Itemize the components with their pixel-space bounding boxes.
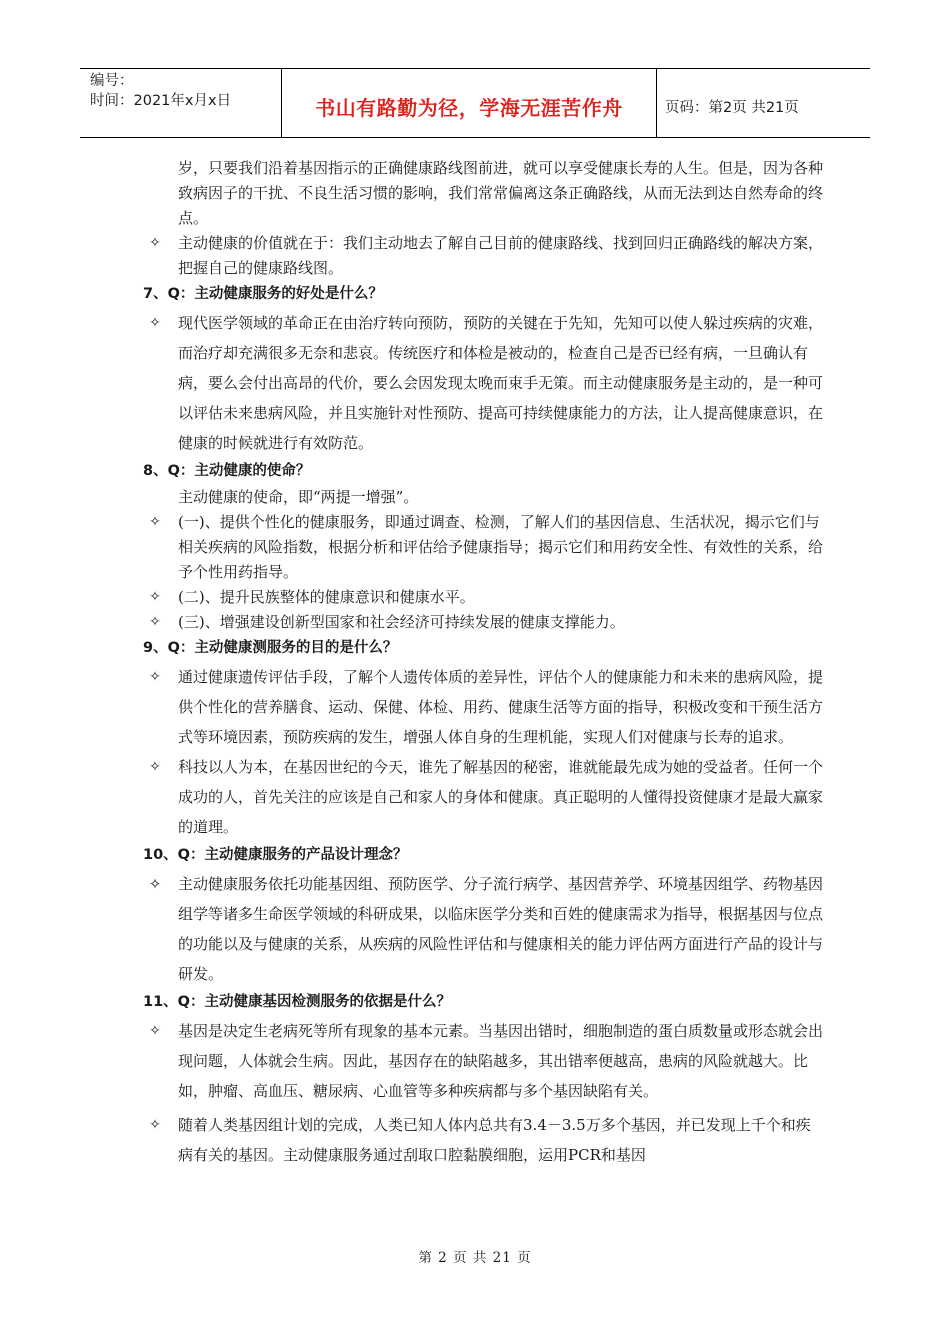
paragraph-text: (二)、提升民族整体的健康意识和健康水平。 bbox=[178, 588, 475, 606]
bullet-paragraph bbox=[143, 869, 823, 989]
bullet-paragraph bbox=[143, 752, 823, 842]
document-body bbox=[143, 156, 823, 1170]
bullet-icon: ✧ bbox=[149, 614, 161, 630]
bullet-icon: ✧ bbox=[149, 669, 161, 685]
bullet-paragraph bbox=[143, 610, 823, 635]
question-9-heading: 9、Q：主动健康测服务的目的是什么？ bbox=[143, 640, 398, 656]
paragraph-text: 现代医学领域的革命正在由治疗转向预防，预防的关键在于先知，先知可以使人躲过疾病的灾难，而治疗却充满很多无奈和悲哀。传统医疗和体检是被动的，检查自己是否已经有病，一旦确认有病，要么会付出高昂的代价，要么会因发现太晚而束手无策。而主动健康服务是主动的，是一种可以评估未来患病风险，并且实施针对性预防、提高可持续健康能力的方法，让人提高健康意识，在健康的时候就进行有效防范。 bbox=[178, 314, 824, 452]
bullet-paragraph bbox=[143, 308, 823, 458]
bullet-paragraph bbox=[143, 662, 823, 752]
bullet-icon: ✧ bbox=[149, 1117, 161, 1133]
paragraph-text: 主动健康的价值就在于：我们主动地去了解自己目前的健康路线、找到回归正确路线的解决方案，把握自己的健康路线图。 bbox=[178, 234, 824, 277]
bullet-icon: ✧ bbox=[149, 759, 161, 775]
bullet-paragraph bbox=[143, 1110, 823, 1170]
paragraph-text: 通过健康遗传评估手段，了解个人遗传体质的差异性，评估个人的健康能力和未来的患病风险，提供个性化的营养膳食、运动、保健、体检、用药、健康生活等方面的指导，积极改变和干预生活方式等环境因素，预防疾病的发生，增强人体自身的生理机能，实现人们对健康与长寿的追求。 bbox=[178, 668, 824, 746]
bullet-icon: ✧ bbox=[149, 1023, 161, 1039]
page-footer: 第 2 页 共 21 页 bbox=[418, 1250, 532, 1266]
bullet-icon: ✧ bbox=[148, 875, 162, 893]
paragraph-intro-1: 岁，只要我们沿着基因指示的正确健康路线图前进，就可以享受健康长寿的人生。但是，因为各种致病因子的干扰、不良生活习惯的影响，我们常常偏离这条正确路线，从而无法到达自然寿命的终点。 bbox=[178, 159, 824, 227]
paragraph-text: 主动健康服务依托功能基因组、预防医学、分子流行病学、基因营养学、环境基因组学、药物基因组学等诸多生命医学领域的科研成果，以临床医学分类和百姓的健康需求为指导，根据基因与位点的功能以及与健康的关系，从疾病的风险性评估和与健康相关的能力评估两方面进行产品的设计与研发。 bbox=[178, 875, 824, 983]
question-7-heading: 7、Q：主动健康服务的好处是什么？ bbox=[143, 286, 383, 302]
bullet-icon: ✧ bbox=[149, 589, 161, 605]
paragraph-text: 科技以人为本，在基因世纪的今天，谁先了解基因的秘密，谁就能最先成为她的受益者。任何一个成功的人，首先关注的应该是自己和家人的身体和健康。真正聪明的人懂得投资健康才是最大赢家的道理。 bbox=[178, 758, 824, 836]
bullet-paragraph bbox=[143, 1016, 823, 1106]
header-motto: 书山有路勤为径，学海无涯苦作舟 bbox=[282, 69, 657, 137]
paragraph-text: (一)、提供个性化的健康服务，即通过调查、检测，了解人们的基因信息、生活状况，揭示它们与相关疾病的风险指数，根据分析和评估给予健康指导；揭示它们和用药安全性、有效性的关系，给予个性用药指导。 bbox=[178, 513, 824, 581]
paragraph-text: (三)、增强建设创新型国家和社会经济可持续发展的健康支撑能力。 bbox=[178, 613, 625, 631]
header-page-info: 页码：第2页 共21页 bbox=[665, 99, 799, 116]
paragraph-text: 主动健康的使命，即“两提一增强”。 bbox=[178, 488, 419, 506]
question-11-heading: 11、Q：主动健康基因检测服务的依据是什么？ bbox=[143, 994, 452, 1010]
bullet-icon: ✧ bbox=[149, 514, 161, 530]
question-10-heading: 10、Q：主动健康服务的产品设计理念？ bbox=[143, 847, 408, 863]
header-meta bbox=[80, 69, 282, 137]
page-header bbox=[80, 68, 870, 138]
time-label: 时间：2021年x月x日 bbox=[90, 93, 232, 109]
question-8-heading: 8、Q：主动健康的使命？ bbox=[143, 463, 311, 479]
paragraph-text: 随着人类基因组计划的完成，人类已知人体内总共有3.4－3.5万多个基因，并已发现上千个和疾病有关的基因。主动健康服务通过刮取口腔黏膜细胞，运用PCR和基因 bbox=[178, 1116, 811, 1164]
bullet-paragraph bbox=[143, 510, 823, 585]
paragraph-text: 基因是决定生老病死等所有现象的基本元素。当基因出错时，细胞制造的蛋白质数量或形态就会出现问题，人体就会生病。因此，基因存在的缺陷越多，其出错率便越高，患病的风险就越大。比如，肿瘤、高血压、糖尿病、心血管等多种疾病都与多个基因缺陷有关。 bbox=[178, 1022, 824, 1100]
bullet-icon: ✧ bbox=[149, 235, 161, 251]
bullet-icon: ✧ bbox=[149, 315, 161, 331]
bullet-paragraph bbox=[143, 231, 823, 281]
number-label: 编号： bbox=[90, 73, 134, 89]
bullet-paragraph bbox=[143, 585, 823, 610]
